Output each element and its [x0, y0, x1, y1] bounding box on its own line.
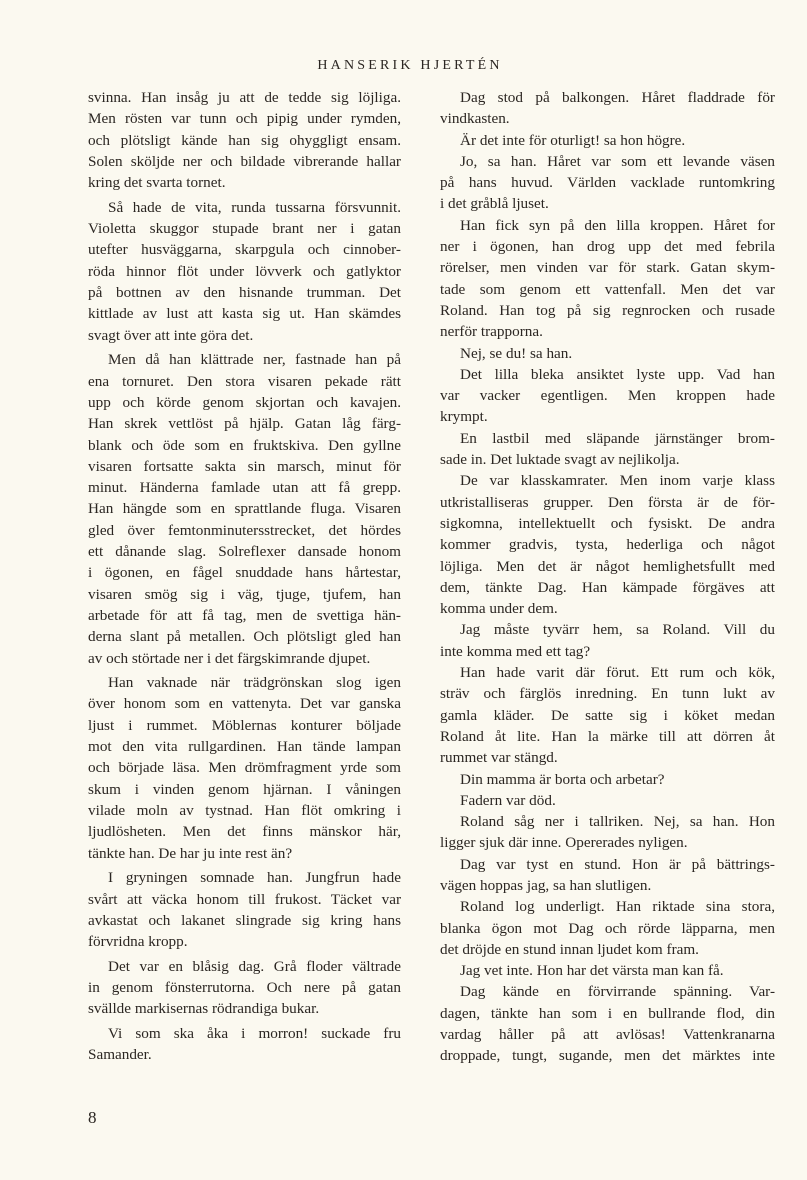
text-line: vindkasten. — [440, 110, 510, 128]
text-line: Dag var tyst en stund. Hon är på bättrings- — [460, 855, 775, 873]
paragraph — [440, 215, 775, 343]
paragraph — [440, 811, 775, 854]
paragraph — [88, 672, 401, 864]
paragraph — [440, 470, 775, 619]
paragraph — [440, 428, 775, 471]
text-line: Men då han klättrade ner, fastnade han på — [108, 351, 401, 369]
text-line: Roland. Han tog på sig regnrocken och rusade — [440, 301, 775, 319]
text-line: skum i vinden genom hjärnan. I våningen — [88, 780, 401, 798]
page-number: 8 — [88, 1108, 97, 1127]
text-line: ljudlösheten. Men det finns mänskor här, — [88, 823, 401, 841]
text-line: sade in. Det luktade svagt av nejlikolja. — [440, 451, 680, 469]
paragraph — [440, 130, 775, 151]
text-line: vägen hoppas jag, sa han slutligen. — [440, 876, 652, 894]
text-line: Det var en blåsig dag. Grå floder vältrade — [108, 957, 401, 975]
text-line: Är det inte för oturligt! sa hon högre. — [460, 131, 686, 149]
text-line: droppade, tungt, sugande, men det märktes inte — [440, 1047, 775, 1065]
text-line: Han hängde som en sprattlande fluga. Visaren — [88, 500, 401, 518]
text-line: Dag stod på balkongen. Håret fladdrade för — [460, 89, 775, 106]
paragraph — [88, 87, 401, 193]
text-line: inte komma med ett tag? — [440, 642, 591, 660]
text-line: Samander. — [88, 1046, 152, 1064]
text-line: rummet var stängd. — [440, 749, 558, 767]
text-line: vilade moln av tystnad. Han flöt omkring i — [88, 801, 401, 819]
text-line: Din mamma är borta och arbetar? — [460, 770, 665, 788]
text-line: Vi som ska åka i morron! suckade fru — [108, 1025, 401, 1043]
paragraph — [440, 960, 775, 981]
text-line: upp och körde genom skjortan och kavajen. — [88, 393, 401, 411]
paragraph — [88, 956, 401, 1020]
text-line: kittlade av lust att kasta sig ut. Han skämdes — [88, 305, 401, 323]
text-line: dagen, tänkte han som i en bullrande flod, din — [440, 1004, 775, 1022]
text-line: nerför trapporna. — [440, 323, 543, 341]
running-header: HANSERIK HJERTÉN — [317, 58, 503, 73]
text-line: avkastat och lakanet slingrade sig kring hans — [88, 911, 401, 929]
text-line: Jag vet inte. Hon har det värsta man kan få. — [460, 962, 724, 980]
text-line: var vacker egentligen. Men kroppen hade — [440, 387, 775, 405]
text-line: sigkomna, intellektuellt och fysiskt. De andra — [440, 514, 775, 532]
text-line: ligger sjuk där inne. Opererades nyligen. — [440, 834, 688, 852]
text-line: dem, tänkte Dag. Han kämpade förgäves att — [440, 578, 775, 596]
text-line: Han fick syn på den lilla kroppen. Håret for — [460, 216, 775, 234]
paragraph — [440, 896, 775, 960]
text-line: krympt. — [440, 408, 488, 426]
paragraph — [440, 790, 775, 811]
text-line: kommer gradvis, tysta, hederliga och något — [440, 536, 775, 554]
text-line: vardag håller på att avlösas! Vattenkranarna — [440, 1026, 775, 1044]
text-line: ljust i rummet. Möblernas konturer böljade — [88, 716, 401, 734]
text-line: Jo, sa han. Håret var som ett levande väsen — [460, 152, 775, 170]
text-line: gamla kläder. De satte sig i köket medan — [440, 706, 775, 724]
text-line: ner i ögonen, han drog upp det med febrila — [440, 238, 775, 256]
text-line: på bottnen av den hisnande trumman. Det — [88, 284, 401, 302]
text-line: på hans huvud. Världen vacklade runtomkring — [440, 174, 775, 192]
text-line: blanka ögon mot Dag och rörde läpparna, men — [440, 919, 775, 937]
text-line: Roland såg ner i tallriken. Nej, sa han. Hon — [460, 813, 775, 831]
text-line: Roland log underligt. Han riktade sina stora, — [460, 898, 775, 916]
paragraph — [440, 662, 775, 768]
text-line: En lastbil med släpande järnstänger brom- — [460, 429, 775, 447]
text-line: blank och öde som en fruktskiva. Den gyllne — [88, 436, 401, 454]
text-line: över honom som en vattenyta. Det var ganska — [88, 695, 401, 713]
text-line: tade som genom ett vattenfall. Men det var — [440, 280, 775, 298]
text-line: gled över femtonminutersstrecket, det hördes — [88, 521, 401, 539]
text-line: Roland åt lite. Han la märke till att dörren åt — [440, 727, 775, 745]
text-line: och började läsa. Men drömfragment yrde som — [88, 759, 401, 777]
text-line: De var klasskamrater. Men inom varje klass — [460, 472, 775, 490]
text-line: i ögonen, en fågel snuddade hans hårtestar, — [88, 564, 401, 582]
right-column — [440, 87, 775, 1067]
text-line: Men rösten var tunn och pipig under rymden, — [88, 110, 401, 128]
text-line: minut. Händerna famlade utan att få grepp. — [88, 479, 401, 497]
paragraph — [88, 867, 401, 952]
text-line: rörelser, men vinden var för stark. Gatan skym- — [440, 259, 775, 277]
paragraph — [88, 197, 401, 346]
text-line: svagt över att inte göra det. — [88, 326, 254, 344]
paragraph — [440, 151, 775, 215]
paragraph — [440, 981, 775, 1066]
text-line: svårt att väcka honom till frukost. Täcket var — [88, 890, 401, 908]
text-line: tänkte han. De har ju inte rest än? — [88, 844, 293, 862]
text-line: I gryningen somnade han. Jungfrun hade — [108, 869, 401, 887]
text-line: Han hade varit där förut. Ett rum och kök, — [460, 664, 775, 682]
text-line: Fadern var död. — [460, 791, 556, 809]
text-line: Han skrek vettlöst på hjälp. Gatan låg färg- — [88, 415, 401, 433]
text-line: röda hinnor flöt under lövverk och gatlyktor — [88, 262, 401, 280]
text-line: förvridna kropp. — [88, 933, 188, 951]
text-line: av och störtade ner i det färgskimrande djupet. — [88, 649, 371, 667]
paragraph — [440, 769, 775, 790]
text-line: ett dånande slag. Solreflexer dansade honom — [88, 543, 401, 561]
text-line: Nej, se du! sa han. — [460, 344, 573, 362]
text-line: mot den vita rullgardinen. Han tände lampan — [88, 738, 401, 756]
text-line: i det gråblå ljuset. — [440, 195, 549, 213]
text-line: utkristalliseras grupper. Den första är de för- — [440, 493, 775, 511]
text-line: det dröjde en stund innan ljudet kom fram. — [440, 940, 699, 958]
text-line: Solen sköljde ner och bildade vibrerande hallar — [88, 152, 401, 170]
text-line: Jag måste tyvärr hem, sa Roland. Vill du — [460, 621, 775, 639]
text-line: svinna. Han insåg ju att de tedde sig löjliga. — [88, 89, 401, 106]
text-line: in genom fönsterrutorna. Och nere på gatan — [88, 979, 401, 997]
paragraph — [440, 854, 775, 897]
left-column — [88, 87, 401, 1066]
text-line: Han vaknade när trädgrönskan slog igen — [108, 674, 401, 692]
text-line: derna slant på metallen. Och plötsligt gled han — [88, 628, 401, 646]
text-line: svällde markisernas rödrandiga bukar. — [88, 1000, 320, 1018]
paragraph — [440, 343, 775, 364]
text-line: sträv och färglös inredning. En tunn lukt av — [440, 685, 775, 703]
text-line: Det lilla bleka ansiktet lyste upp. Vad han — [460, 365, 775, 383]
paragraph — [88, 349, 401, 668]
text-line: ena tornuret. Den stora visaren pekade rätt — [88, 372, 401, 390]
text-line: Så hade de vita, runda tussarna försvunnit. — [108, 198, 401, 216]
paragraph — [440, 619, 775, 662]
text-line: löjliga. Men det är något hemlighetsfullt med — [440, 557, 775, 575]
text-line: utefter husväggarna, skarpgula och cinnober- — [88, 241, 401, 259]
text-line: Violetta skuggor stupade brant ner i gatan — [88, 220, 401, 238]
text-line: Dag kände en förvirrande spänning. Var- — [460, 983, 775, 1001]
paragraph — [440, 87, 775, 130]
text-line: arbetade för att få tag, men de svettiga hän- — [88, 606, 401, 624]
text-line: visaren smög sig i väg, tjuge, tjufem, han — [88, 585, 401, 603]
paragraph — [440, 364, 775, 428]
text-line: och plötsligt kände han sig ohyggligt ensam. — [88, 131, 401, 149]
text-line: komma under dem. — [440, 600, 558, 618]
text-line: visaren fortsatte sakta sin marsch, minut för — [88, 457, 401, 475]
paragraph — [88, 1023, 401, 1066]
text-line: kring det svarta tornet. — [88, 174, 226, 192]
